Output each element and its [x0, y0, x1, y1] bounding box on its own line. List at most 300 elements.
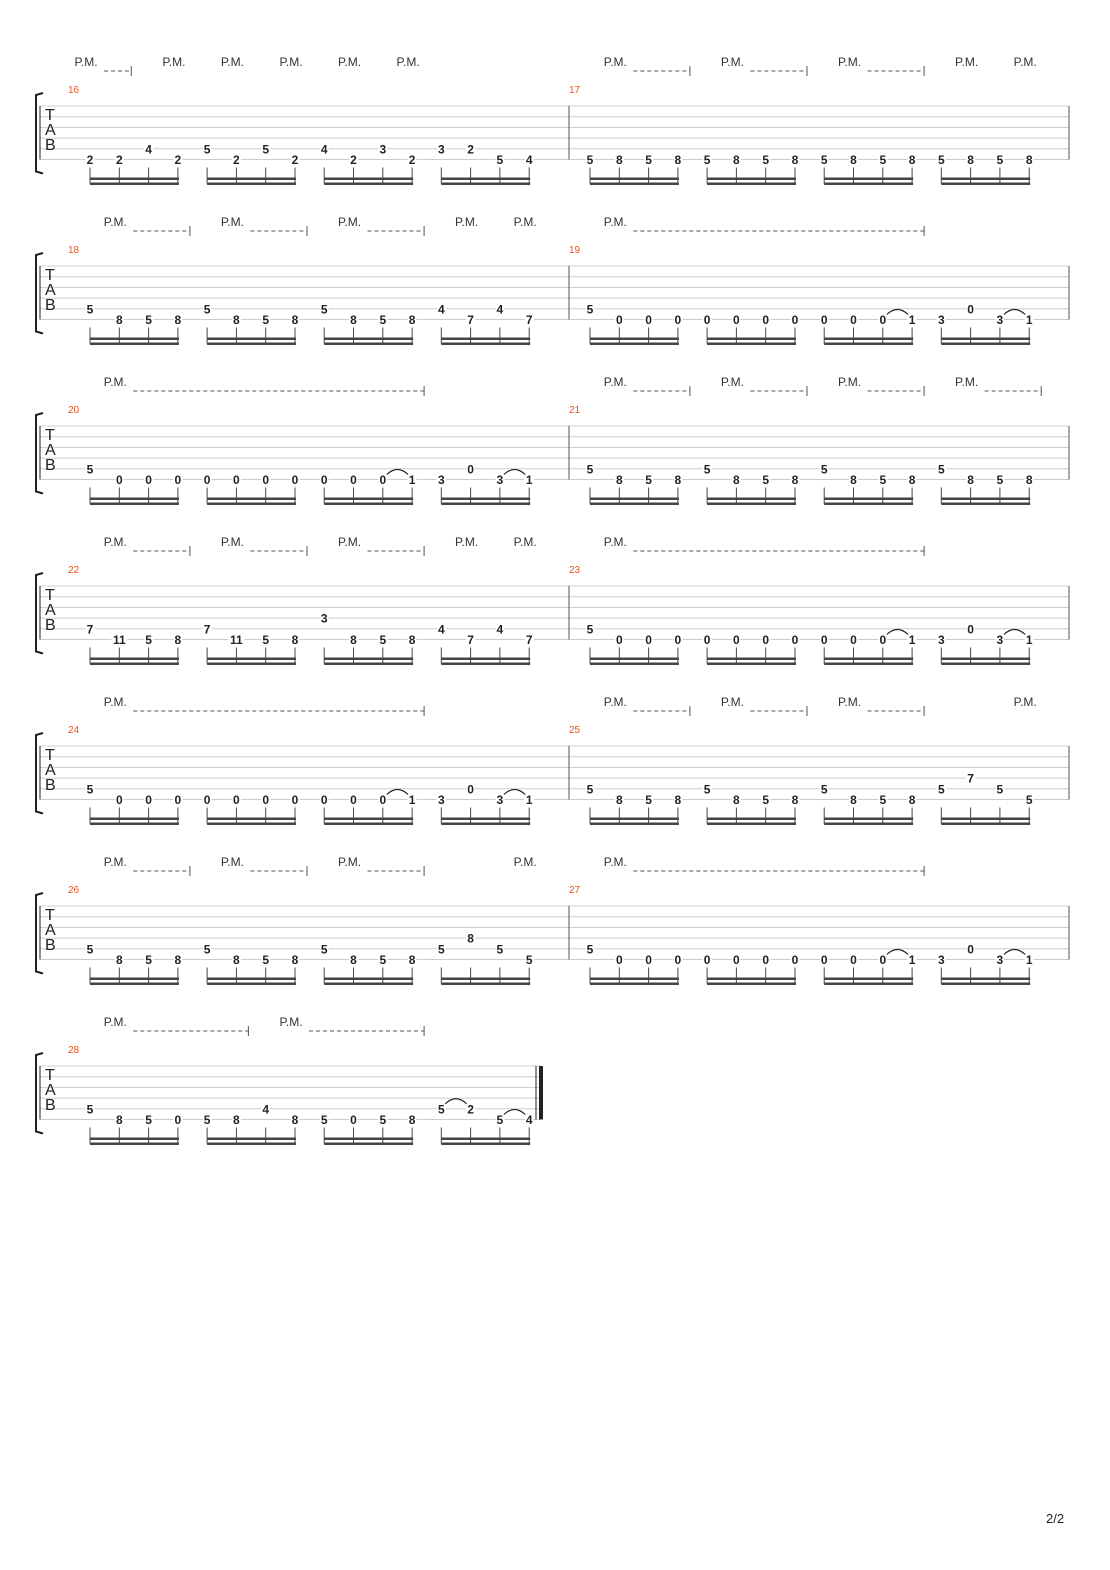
beam-primary [207, 183, 296, 186]
bar-number: 19 [569, 245, 581, 256]
tie-arc [387, 790, 408, 795]
fret-number: 8 [850, 153, 857, 167]
palm-mute-label: P.M. [279, 55, 303, 69]
fret-number: 3 [996, 953, 1004, 967]
fret-number: 5 [145, 313, 152, 327]
fret-number: 8 [967, 153, 974, 167]
beam-secondary [207, 498, 296, 501]
fret-number: 0 [645, 953, 652, 967]
tab-clef-letter: T [45, 587, 55, 604]
beam-primary [441, 183, 530, 186]
tab-clef-letter: B [45, 457, 56, 474]
tie-arc [504, 470, 525, 475]
tab-clef-letter: T [45, 747, 55, 764]
fret-number: 5 [203, 942, 211, 957]
beam-primary [324, 663, 413, 666]
beam-primary [707, 343, 796, 346]
beam-primary [441, 343, 530, 346]
fret-number: 5 [703, 153, 711, 167]
fret-number: 8 [908, 473, 916, 487]
fret-number: 8 [1025, 473, 1033, 487]
tab-clef-letter: A [45, 282, 56, 299]
fret-number: 8 [233, 313, 240, 327]
beam-secondary [207, 658, 296, 661]
fret-number: 2 [467, 142, 474, 157]
beam-secondary [90, 658, 179, 661]
fret-number: 7 [86, 622, 94, 637]
beam-primary [207, 343, 296, 346]
beam-secondary [590, 338, 679, 341]
fret-number: 0 [350, 473, 357, 487]
beam-primary [90, 663, 179, 666]
beam-primary [207, 823, 296, 826]
beam-secondary [590, 178, 679, 181]
fret-number: 8 [115, 1113, 123, 1127]
fret-number: 8 [791, 793, 799, 807]
palm-mute-label: P.M. [103, 695, 127, 709]
tab-clef-letter: A [45, 442, 56, 459]
fret-number: 5 [525, 953, 533, 967]
fret-number: 5 [879, 473, 887, 487]
beam-secondary [590, 978, 679, 981]
fret-number: 5 [820, 153, 828, 167]
tab-clef-letter: A [45, 762, 56, 779]
beam-secondary [707, 498, 796, 501]
fret-number: 8 [908, 153, 916, 167]
bar-number: 22 [68, 565, 80, 576]
fret-number: 8 [408, 953, 416, 967]
fret-number: 2 [233, 153, 240, 167]
tab-clef-letter: T [45, 107, 55, 124]
fret-number: 5 [586, 302, 594, 317]
fret-number: 5 [496, 1113, 504, 1127]
fret-number: 3 [496, 793, 504, 807]
beam-primary [324, 983, 413, 986]
fret-number: 1 [1025, 953, 1033, 967]
beam-secondary [824, 658, 913, 661]
fret-number: 8 [115, 953, 123, 967]
fret-number: 8 [615, 473, 623, 487]
final-barline-thick [539, 1066, 543, 1120]
fret-number: 8 [291, 633, 299, 647]
beam-secondary [324, 498, 413, 501]
beam-secondary [441, 818, 530, 821]
palm-mute-label: P.M. [103, 215, 127, 229]
fret-number: 8 [408, 313, 416, 327]
tab-clef-letter: T [45, 907, 55, 924]
fret-number: 1 [408, 473, 416, 487]
beam-secondary [90, 338, 179, 341]
fret-number: 0 [879, 953, 887, 967]
beam-secondary [824, 818, 913, 821]
palm-mute-label: P.M. [220, 55, 244, 69]
fret-number: 8 [791, 153, 799, 167]
fret-number: 1 [908, 313, 916, 327]
tie-arc [887, 950, 908, 955]
fret-number: 8 [467, 931, 474, 946]
beam-primary [824, 663, 913, 666]
fret-number: 5 [586, 942, 594, 957]
fret-number: 0 [174, 473, 182, 487]
fret-number: 0 [820, 953, 828, 967]
beam-primary [941, 343, 1030, 346]
fret-number: 5 [379, 633, 387, 647]
fret-number: 5 [437, 942, 445, 957]
fret-number: 3 [996, 313, 1004, 327]
beam-primary [441, 663, 530, 666]
fret-number: 3 [379, 142, 387, 157]
fret-number: 2 [174, 153, 182, 167]
fret-number: 0 [850, 633, 857, 647]
fret-number: 5 [762, 153, 770, 167]
fret-number: 0 [233, 793, 240, 807]
beam-primary [707, 663, 796, 666]
palm-mute-label: P.M. [220, 215, 244, 229]
fret-number: 4 [262, 1102, 270, 1117]
fret-number: 8 [1025, 153, 1033, 167]
fret-number: 0 [615, 953, 623, 967]
palm-mute-label: P.M. [603, 375, 627, 389]
fret-number: 8 [115, 313, 123, 327]
fret-number: 0 [615, 313, 623, 327]
fret-number: 5 [379, 953, 387, 967]
beam-secondary [824, 338, 913, 341]
fret-number: 3 [437, 142, 445, 157]
beam-secondary [441, 658, 530, 661]
palm-mute-label: P.M. [720, 55, 744, 69]
beam-secondary [824, 178, 913, 181]
fret-number: 4 [525, 1113, 533, 1127]
fret-number: 0 [967, 622, 974, 637]
fret-number: 5 [762, 793, 770, 807]
fret-number: 3 [937, 313, 945, 327]
beam-primary [90, 1143, 179, 1146]
fret-number: 0 [320, 793, 328, 807]
beam-secondary [441, 978, 530, 981]
fret-number: 8 [350, 953, 357, 967]
tab-clef-letter: A [45, 122, 56, 139]
fret-number: 5 [762, 473, 770, 487]
beam-primary [324, 503, 413, 506]
palm-mute-label: P.M. [279, 1015, 303, 1029]
fret-number: 0 [320, 473, 328, 487]
beam-secondary [324, 1138, 413, 1141]
beam-primary [824, 983, 913, 986]
fret-number: 5 [645, 793, 652, 807]
fret-number: 0 [703, 633, 711, 647]
beam-primary [707, 983, 796, 986]
fret-number: 8 [674, 153, 682, 167]
fret-number: 1 [1025, 633, 1033, 647]
beam-primary [324, 823, 413, 826]
fret-number: 5 [145, 1113, 152, 1127]
fret-number: 0 [291, 793, 299, 807]
beam-primary [941, 663, 1030, 666]
fret-number: 5 [645, 153, 652, 167]
beam-primary [90, 503, 179, 506]
palm-mute-label: P.M. [1013, 55, 1037, 69]
bar-number: 27 [569, 885, 581, 896]
fret-number: 8 [733, 473, 740, 487]
beam-primary [441, 1143, 530, 1146]
beam-primary [707, 183, 796, 186]
beam-primary [707, 823, 796, 826]
palm-mute-label: P.M. [103, 375, 127, 389]
fret-number: 4 [320, 142, 328, 157]
fret-number: 5 [645, 473, 652, 487]
tie-arc [445, 1099, 466, 1104]
fret-number: 0 [762, 953, 770, 967]
palm-mute-label: P.M. [837, 695, 862, 709]
fret-number: 8 [850, 473, 857, 487]
beam-primary [824, 823, 913, 826]
fret-number: 3 [496, 473, 504, 487]
fret-number: 5 [937, 462, 945, 477]
beam-secondary [590, 658, 679, 661]
fret-number: 0 [615, 633, 623, 647]
fret-number: 2 [467, 1102, 474, 1117]
beam-secondary [441, 1138, 530, 1141]
fret-number: 0 [645, 633, 652, 647]
fret-number: 0 [674, 313, 682, 327]
tab-clef-letter: A [45, 602, 56, 619]
palm-mute-label: P.M. [455, 215, 479, 229]
beam-primary [441, 823, 530, 826]
beam-secondary [324, 978, 413, 981]
fret-number: 2 [115, 153, 123, 167]
tie-arc [504, 1110, 525, 1115]
beam-secondary [90, 498, 179, 501]
tab-clef-letter: A [45, 922, 56, 939]
beam-secondary [941, 658, 1030, 661]
fret-number: 0 [733, 633, 740, 647]
beam-secondary [707, 338, 796, 341]
tie-arc [504, 790, 525, 795]
fret-number: 5 [996, 153, 1004, 167]
fret-number: 5 [86, 1102, 94, 1117]
fret-number: 0 [174, 793, 182, 807]
beam-primary [207, 663, 296, 666]
beam-primary [207, 983, 296, 986]
tab-clef-letter: T [45, 267, 55, 284]
tab-clef-letter: B [45, 1097, 56, 1114]
fret-number: 4 [437, 302, 445, 317]
fret-number: 5 [262, 313, 270, 327]
tie-arc [887, 630, 908, 635]
palm-mute-label: P.M. [455, 535, 479, 549]
fret-number: 5 [86, 782, 94, 797]
fret-number: 0 [791, 633, 799, 647]
palm-mute-label: P.M. [74, 55, 98, 69]
fret-number: 5 [203, 302, 211, 317]
beam-secondary [707, 658, 796, 661]
beam-primary [824, 503, 913, 506]
beam-primary [90, 343, 179, 346]
beam-secondary [707, 818, 796, 821]
beam-secondary [824, 978, 913, 981]
beam-primary [590, 983, 679, 986]
beam-primary [941, 183, 1030, 186]
fret-number: 8 [291, 1113, 299, 1127]
fret-number: 0 [703, 953, 711, 967]
fret-number: 5 [203, 142, 211, 157]
fret-number: 8 [291, 953, 299, 967]
beam-secondary [941, 178, 1030, 181]
fret-number: 0 [350, 793, 357, 807]
palm-mute-label: P.M. [1013, 695, 1037, 709]
beam-secondary [590, 498, 679, 501]
beam-secondary [441, 178, 530, 181]
bar-number: 24 [68, 725, 80, 736]
fret-number: 0 [674, 953, 682, 967]
tie-arc [1004, 310, 1025, 315]
palm-mute-label: P.M. [103, 855, 127, 869]
fret-number: 1 [1025, 313, 1033, 327]
fret-number: 5 [820, 462, 828, 477]
fret-number: 0 [850, 953, 857, 967]
fret-number: 5 [879, 793, 887, 807]
bar-number: 21 [569, 405, 581, 416]
fret-number: 8 [674, 793, 682, 807]
beam-primary [90, 983, 179, 986]
bar-number: 26 [68, 885, 80, 896]
beam-primary [207, 1143, 296, 1146]
beam-primary [590, 823, 679, 826]
beam-primary [441, 503, 530, 506]
palm-mute-label: P.M. [603, 535, 627, 549]
palm-mute-label: P.M. [220, 535, 244, 549]
palm-mute-label: P.M. [603, 855, 627, 869]
fret-number: 5 [320, 1113, 328, 1127]
fret-number: 8 [733, 153, 740, 167]
fret-number: 0 [703, 313, 711, 327]
fret-number: 0 [262, 793, 270, 807]
fret-number: 0 [203, 473, 211, 487]
fret-number: 5 [496, 153, 504, 167]
beam-secondary [707, 978, 796, 981]
fret-number: 7 [203, 622, 211, 637]
fret-number: 8 [850, 793, 857, 807]
fret-number: 5 [937, 782, 945, 797]
fret-number: 5 [379, 1113, 387, 1127]
beam-secondary [324, 818, 413, 821]
fret-number: 0 [145, 793, 152, 807]
fret-number: 0 [115, 473, 123, 487]
fret-number: 8 [967, 473, 974, 487]
bar-number: 25 [569, 725, 581, 736]
fret-number: 0 [467, 462, 474, 477]
palm-mute-label: P.M. [162, 55, 186, 69]
palm-mute-label: P.M. [513, 855, 537, 869]
beam-secondary [90, 178, 179, 181]
palm-mute-label: P.M. [720, 695, 744, 709]
fret-number: 1 [908, 953, 916, 967]
fret-number: 8 [233, 1113, 240, 1127]
fret-number: 7 [467, 313, 474, 327]
fret-number: 5 [203, 1113, 211, 1127]
palm-mute-label: P.M. [337, 215, 362, 229]
fret-number: 0 [262, 473, 270, 487]
fret-number: 4 [496, 302, 504, 317]
fret-number: 2 [291, 153, 299, 167]
bar-number: 18 [68, 245, 80, 256]
fret-number: 5 [937, 153, 945, 167]
page-number: 2/2 [1046, 1511, 1065, 1526]
fret-number: 0 [791, 953, 799, 967]
tab-clef-letter: T [45, 427, 55, 444]
fret-number: 0 [379, 473, 387, 487]
beam-secondary [207, 1138, 296, 1141]
bar-number: 23 [569, 565, 581, 576]
fret-number: 0 [645, 313, 652, 327]
tab-clef-letter: B [45, 137, 56, 154]
beam-primary [207, 503, 296, 506]
fret-number: 7 [467, 633, 474, 647]
fret-number: 0 [350, 1113, 357, 1127]
palm-mute-label: P.M. [337, 55, 362, 69]
beam-secondary [441, 338, 530, 341]
beam-secondary [824, 498, 913, 501]
fret-number: 0 [115, 793, 123, 807]
fret-number: 0 [733, 953, 740, 967]
beam-secondary [324, 658, 413, 661]
beam-primary [590, 503, 679, 506]
fret-number: 5 [86, 942, 94, 957]
beam-primary [590, 183, 679, 186]
fret-number: 4 [496, 622, 504, 637]
fret-number: 5 [586, 153, 594, 167]
fret-number: 1 [408, 793, 416, 807]
fret-number: 11 [230, 633, 243, 647]
palm-mute-label: P.M. [513, 215, 537, 229]
fret-number: 5 [586, 622, 594, 637]
beam-primary [590, 663, 679, 666]
fret-number: 8 [408, 1113, 416, 1127]
beam-primary [941, 503, 1030, 506]
fret-number: 2 [408, 153, 416, 167]
beam-primary [324, 183, 413, 186]
fret-number: 4 [145, 142, 152, 157]
beam-primary [590, 343, 679, 346]
beam-secondary [941, 818, 1030, 821]
fret-number: 3 [437, 473, 445, 487]
fret-number: 0 [791, 313, 799, 327]
fret-number: 0 [174, 1113, 182, 1127]
fret-number: 5 [703, 462, 711, 477]
fret-number: 0 [820, 313, 828, 327]
fret-number: 8 [233, 953, 240, 967]
fret-number: 5 [1025, 793, 1033, 807]
palm-mute-label: P.M. [955, 55, 979, 69]
beam-secondary [90, 818, 179, 821]
fret-number: 8 [615, 153, 623, 167]
fret-number: 0 [379, 793, 387, 807]
fret-number: 8 [674, 473, 682, 487]
fret-number: 0 [291, 473, 299, 487]
bar-number: 17 [569, 85, 581, 96]
fret-number: 5 [996, 782, 1004, 797]
fret-number: 0 [145, 473, 152, 487]
beam-primary [90, 823, 179, 826]
beam-secondary [941, 498, 1030, 501]
fret-number: 4 [525, 153, 533, 167]
palm-mute-label: P.M. [513, 535, 537, 549]
fret-number: 8 [174, 633, 182, 647]
palm-mute-label: P.M. [603, 695, 627, 709]
palm-mute-label: P.M. [337, 855, 362, 869]
fret-number: 8 [408, 633, 416, 647]
fret-number: 3 [937, 633, 945, 647]
